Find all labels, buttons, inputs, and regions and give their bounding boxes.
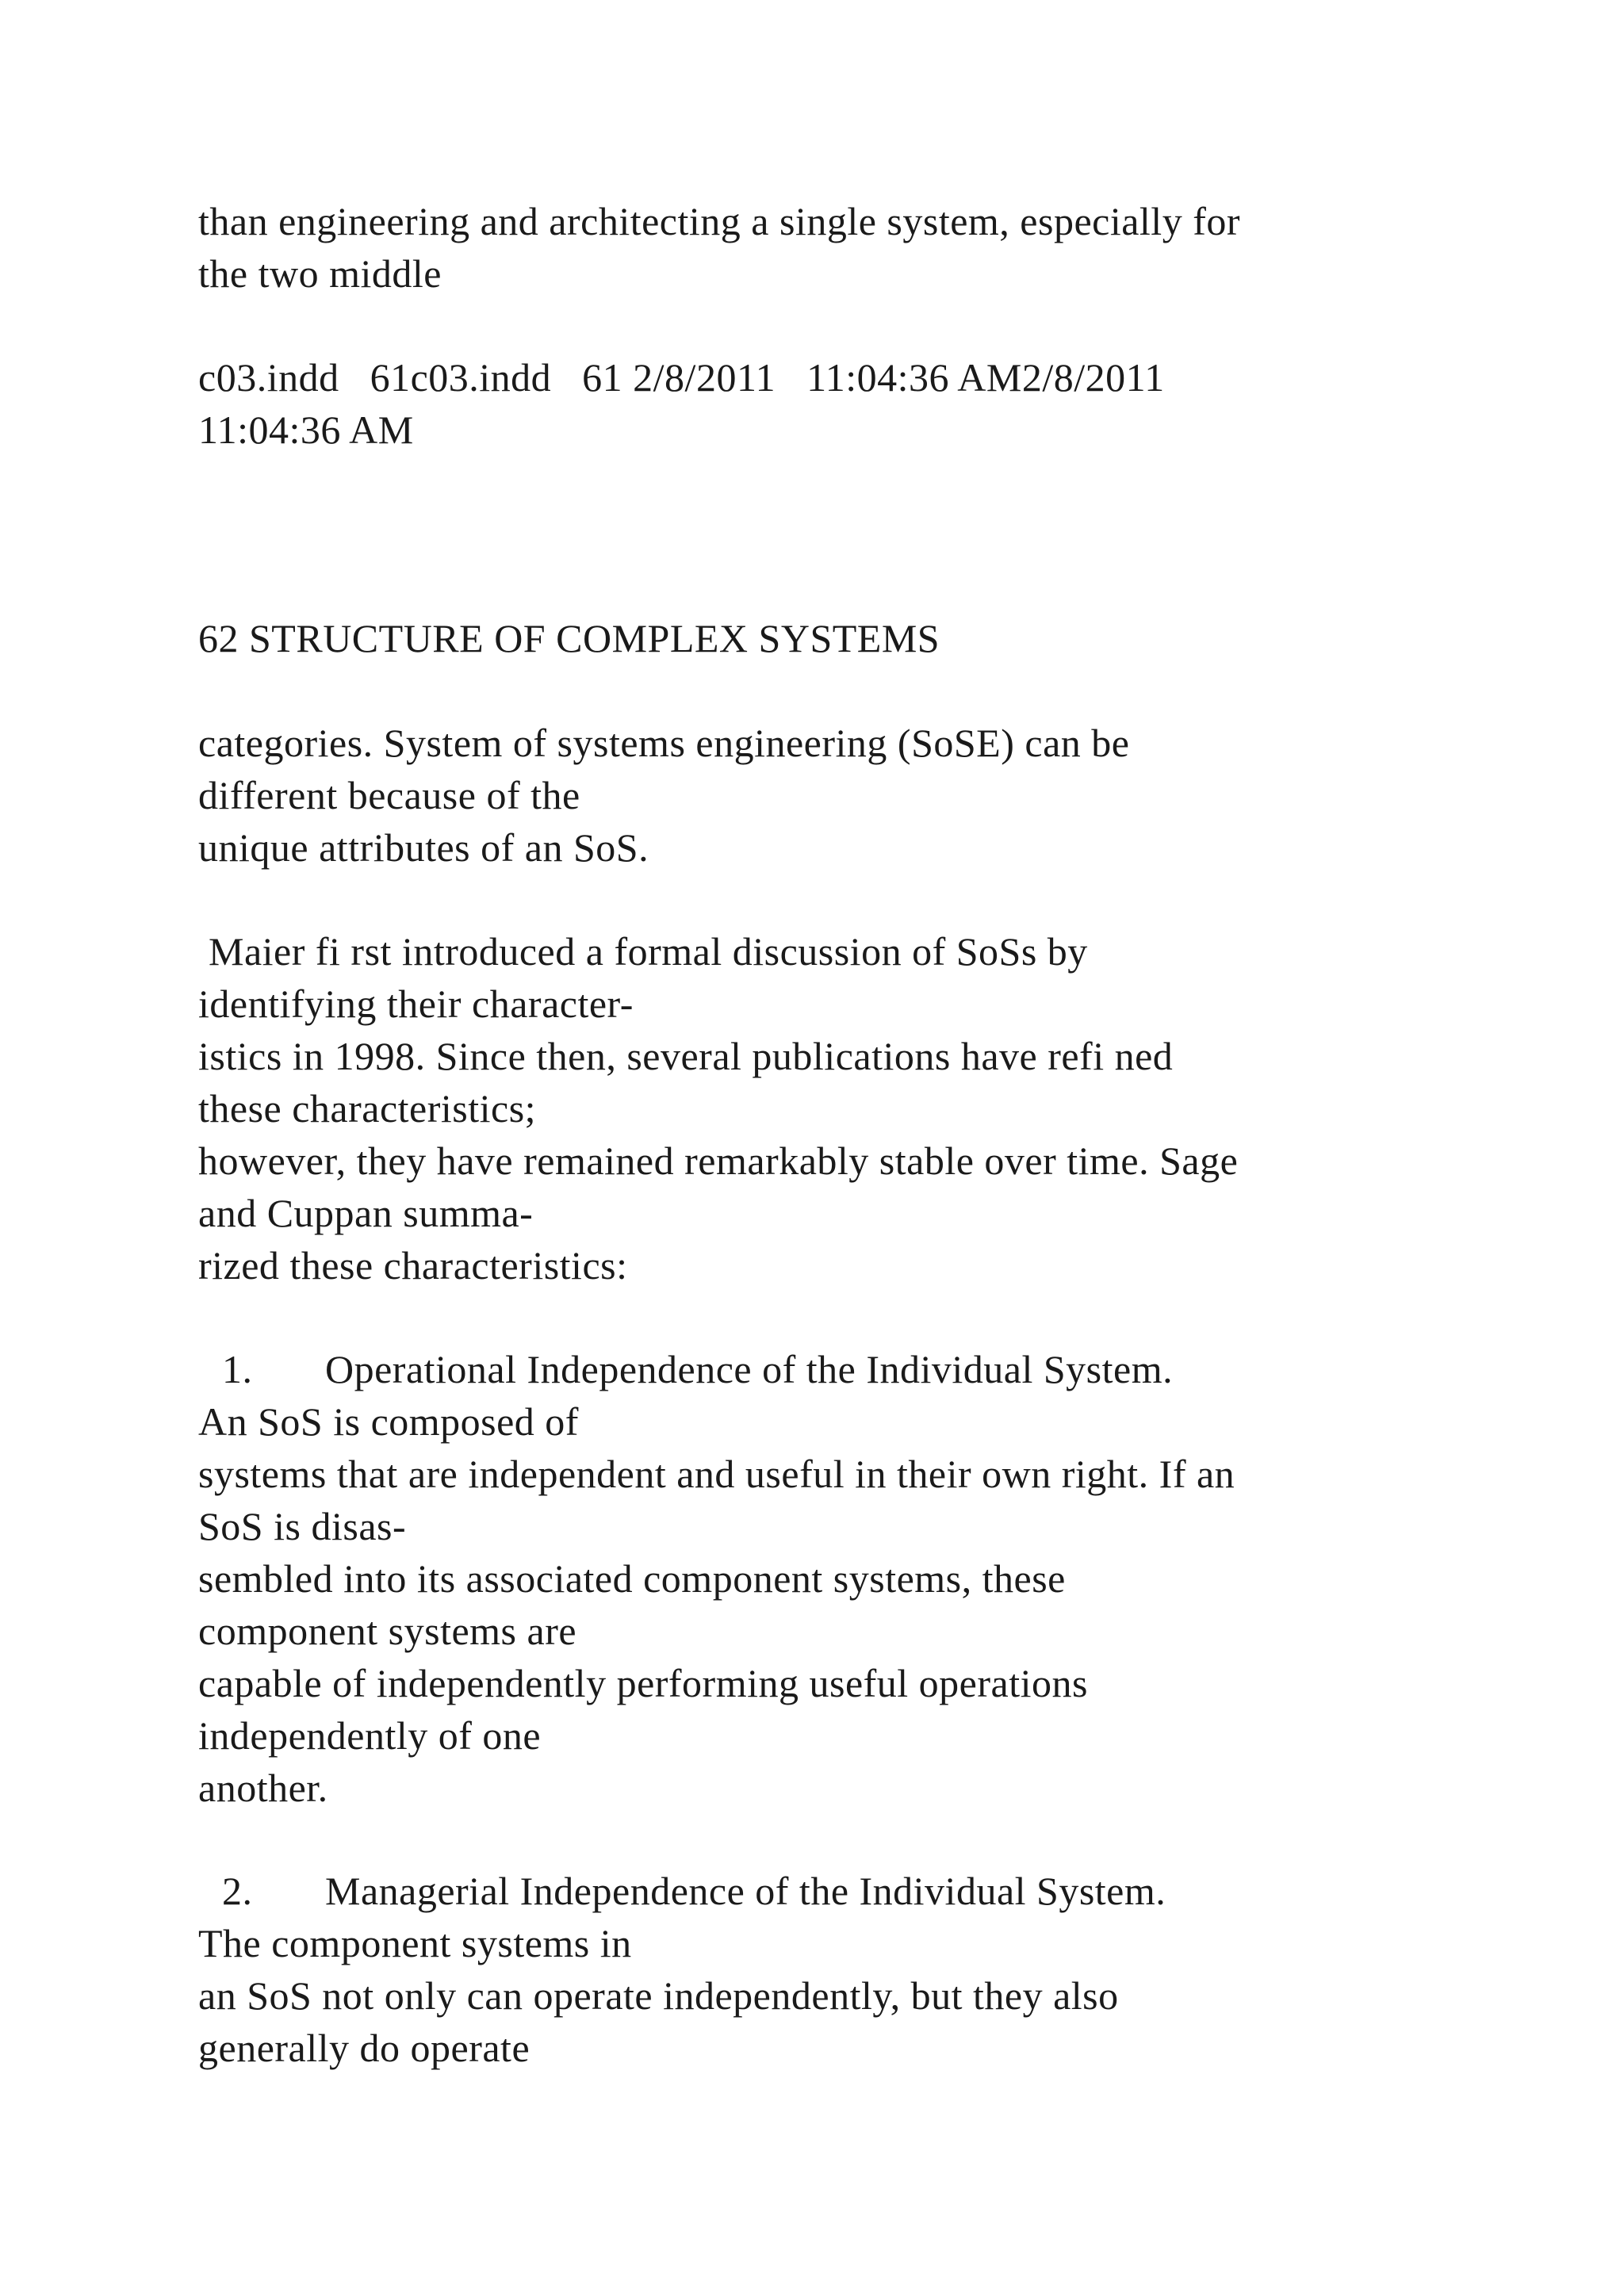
text-line: capable of independently performing useful operations: [198, 1661, 1088, 1705]
text-line: sembled into its associated component systems, these: [198, 1556, 1066, 1601]
text-line: the two middle: [198, 251, 442, 296]
text-line: identifying their character-: [198, 982, 634, 1026]
text-line: these characteristics;: [198, 1086, 537, 1131]
text-line: generally do operate: [198, 2026, 530, 2070]
list-item: [198, 1865, 1546, 2074]
text-line: Maier fi rst introduced a formal discussion of SoSs by: [198, 929, 1088, 974]
text-line: an SoS not only can operate independently, but they also: [198, 1973, 1119, 2018]
text-line: unique attributes of an SoS.: [198, 825, 649, 870]
paragraph-continuation: [198, 195, 1546, 300]
list-item-title: Managerial Independence of the Individual System.: [325, 1869, 1166, 1913]
file-slug-line: [198, 351, 1546, 456]
text-line: The component systems in: [198, 1921, 632, 1965]
text-line: categories. System of systems engineering (SoSE) can be: [198, 721, 1130, 765]
paragraph: [198, 717, 1546, 874]
list-number: 2.: [222, 1869, 253, 1913]
text-line: systems that are independent and useful in their own right. If an: [198, 1452, 1235, 1496]
list-item-title: Operational Independence of the Individual System.: [325, 1347, 1174, 1391]
text-line: however, they have remained remarkably stable over time. Sage: [198, 1138, 1239, 1183]
text-line: rized these characteristics:: [198, 1243, 628, 1288]
list-number: 1.: [222, 1347, 253, 1391]
text-line: component systems are: [198, 1609, 577, 1653]
text-line: [198, 1343, 1546, 1395]
text-line: An SoS is composed of: [198, 1399, 579, 1444]
paragraph: [198, 925, 1546, 1292]
text-line: than engineering and architecting a single system, especially for: [198, 199, 1240, 243]
running-header: [198, 612, 1546, 664]
text-line: different because of the: [198, 773, 580, 817]
list-item: [198, 1343, 1546, 1814]
text-line: SoS is disas-: [198, 1504, 407, 1548]
text-line: and Cuppan summa-: [198, 1191, 534, 1235]
text-line: another.: [198, 1766, 328, 1810]
text-line: [198, 1865, 1546, 1917]
text-line: 11:04:36 AM: [198, 408, 414, 452]
text-line: c03.indd 61c03.indd 61 2/8/2011 11:04:36 AM2/8/2011: [198, 355, 1165, 400]
text-line: independently of one: [198, 1713, 542, 1758]
text-line: istics in 1998. Since then, several publications have refi ned: [198, 1034, 1174, 1078]
page-header: 62 STRUCTURE OF COMPLEX SYSTEMS: [198, 616, 940, 660]
